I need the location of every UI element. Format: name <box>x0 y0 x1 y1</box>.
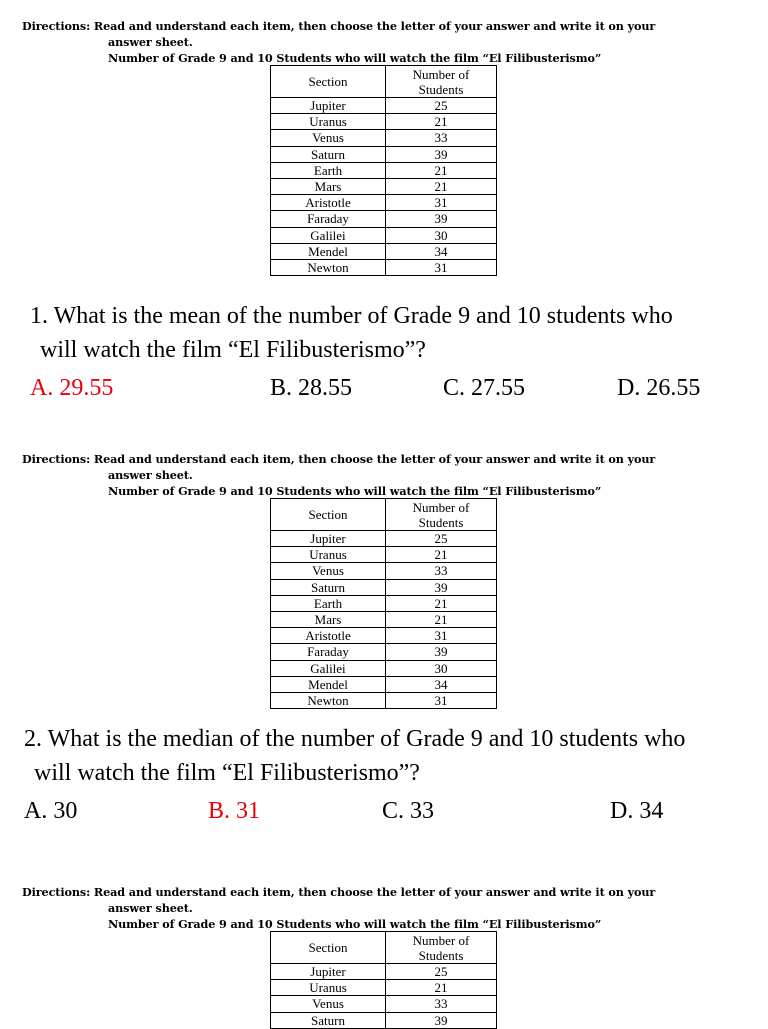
header-number-line-2: Students <box>418 81 464 97</box>
table-header-row <box>271 932 497 964</box>
cell-section: Uranus <box>271 114 386 130</box>
header-number <box>386 66 497 98</box>
directions <box>22 451 752 499</box>
directions-line-1: Directions: Read and understand each item, then choose the letter of your answer and write it on your <box>22 452 656 466</box>
question-line-1: 2. What is the median of the number of Grade 9 and 10 students who <box>24 726 686 752</box>
cell-section: Uranus <box>271 547 386 563</box>
header-section: Section <box>271 499 386 531</box>
cell-number: 31 <box>386 259 497 275</box>
question-text <box>30 299 750 367</box>
cell-section: Uranus <box>271 980 386 996</box>
choice-a[interactable]: A. 29.55 <box>30 375 114 401</box>
cell-number: 25 <box>386 98 497 114</box>
cell-section: Jupiter <box>271 98 386 114</box>
question-line-1: 1. What is the mean of the number of Grade 9 and 10 students who <box>30 303 673 329</box>
cell-section: Venus <box>271 563 386 579</box>
directions-line-1: Directions: Read and understand each item, then choose the letter of your answer and write it on your <box>22 19 656 33</box>
table-row <box>271 996 497 1012</box>
table-body <box>271 98 497 276</box>
cell-number: 30 <box>386 227 497 243</box>
table-body <box>271 964 497 1029</box>
cell-number: 21 <box>386 595 497 611</box>
cell-number: 34 <box>386 676 497 692</box>
cell-section: Aristotle <box>271 195 386 211</box>
cell-number: 21 <box>386 178 497 194</box>
table-caption: Number of Grade 9 and 10 Students who will watch the film “El Filibusterismo” <box>108 484 602 498</box>
cell-number: 31 <box>386 628 497 644</box>
table-row <box>271 579 497 595</box>
table-row <box>271 195 497 211</box>
cell-number: 25 <box>386 531 497 547</box>
cell-number: 34 <box>386 243 497 259</box>
cell-number: 21 <box>386 114 497 130</box>
table-row <box>271 595 497 611</box>
cell-number: 39 <box>386 1012 497 1028</box>
cell-section: Aristotle <box>271 628 386 644</box>
table-body <box>271 531 497 709</box>
cell-section: Faraday <box>271 211 386 227</box>
table-row <box>271 178 497 194</box>
cell-number: 39 <box>386 579 497 595</box>
choice-b[interactable]: B. 28.55 <box>270 375 353 401</box>
cell-number: 30 <box>386 660 497 676</box>
quiz-item-2 <box>0 451 768 851</box>
directions-line-2: answer sheet. <box>108 35 193 49</box>
table-row <box>271 130 497 146</box>
directions-line-2: answer sheet. <box>108 901 193 915</box>
table-row <box>271 644 497 660</box>
cell-number: 39 <box>386 644 497 660</box>
cell-section: Mendel <box>271 243 386 259</box>
header-number-line-1: Number of <box>412 66 470 82</box>
students-table <box>270 65 497 276</box>
choice-d[interactable]: D. 34 <box>610 798 664 824</box>
table-row <box>271 980 497 996</box>
table-row <box>271 611 497 627</box>
cell-section: Faraday <box>271 644 386 660</box>
quiz-item-1 <box>0 18 768 418</box>
cell-section: Venus <box>271 130 386 146</box>
table-row <box>271 162 497 178</box>
question-text <box>24 722 744 790</box>
header-number-line-2: Students <box>418 514 464 530</box>
cell-section: Saturn <box>271 1012 386 1028</box>
cell-section: Jupiter <box>271 964 386 980</box>
table-row <box>271 547 497 563</box>
answer-choices <box>0 371 768 405</box>
question-line-2: will watch the film “El Filibusterismo”? <box>34 760 420 786</box>
choice-a[interactable]: A. 30 <box>24 798 78 824</box>
quiz-item-3 <box>0 884 768 1028</box>
table-row <box>271 259 497 275</box>
directions <box>22 884 752 932</box>
cell-number: 21 <box>386 980 497 996</box>
table-row <box>271 676 497 692</box>
table-row <box>271 660 497 676</box>
table-row <box>271 146 497 162</box>
cell-section: Earth <box>271 162 386 178</box>
students-table <box>270 498 497 709</box>
cell-section: Newton <box>271 692 386 708</box>
question-line-2: will watch the film “El Filibusterismo”? <box>40 337 426 363</box>
cell-number: 31 <box>386 692 497 708</box>
cell-section: Saturn <box>271 146 386 162</box>
table-caption: Number of Grade 9 and 10 Students who will watch the film “El Filibusterismo” <box>108 917 602 931</box>
table-header-row <box>271 499 497 531</box>
answer-choices <box>0 794 768 828</box>
header-number-line-1: Number of <box>412 932 470 948</box>
directions <box>22 18 752 66</box>
header-number <box>386 499 497 531</box>
cell-number: 21 <box>386 162 497 178</box>
table-row <box>271 692 497 708</box>
table-row <box>271 531 497 547</box>
cell-number: 33 <box>386 996 497 1012</box>
cell-number: 21 <box>386 611 497 627</box>
table-row <box>271 1012 497 1028</box>
choice-b[interactable]: B. 31 <box>208 798 261 824</box>
cell-number: 31 <box>386 195 497 211</box>
cell-number: 21 <box>386 547 497 563</box>
directions-line-2: answer sheet. <box>108 468 193 482</box>
header-number-line-1: Number of <box>412 499 470 515</box>
choice-c[interactable]: C. 33 <box>382 798 435 824</box>
table-row <box>271 227 497 243</box>
cell-number: 33 <box>386 130 497 146</box>
table-row <box>271 211 497 227</box>
cell-section: Galilei <box>271 227 386 243</box>
table-row <box>271 114 497 130</box>
choice-c[interactable]: C. 27.55 <box>443 375 526 401</box>
table-row <box>271 243 497 259</box>
cell-number: 39 <box>386 146 497 162</box>
table-row <box>271 563 497 579</box>
cell-section: Mars <box>271 611 386 627</box>
cell-section: Saturn <box>271 579 386 595</box>
table-row <box>271 628 497 644</box>
cell-number: 33 <box>386 563 497 579</box>
cell-section: Newton <box>271 259 386 275</box>
cell-section: Galilei <box>271 660 386 676</box>
cell-section: Mars <box>271 178 386 194</box>
header-number-line-2: Students <box>418 947 464 963</box>
students-table <box>270 931 497 1029</box>
table-caption: Number of Grade 9 and 10 Students who will watch the film “El Filibusterismo” <box>108 51 602 65</box>
table-row <box>271 98 497 114</box>
cell-section: Mendel <box>271 676 386 692</box>
table-header-row <box>271 66 497 98</box>
header-number <box>386 932 497 964</box>
cell-section: Venus <box>271 996 386 1012</box>
cell-number: 25 <box>386 964 497 980</box>
directions-line-1: Directions: Read and understand each item, then choose the letter of your answer and write it on your <box>22 885 656 899</box>
choice-d[interactable]: D. 26.55 <box>617 375 701 401</box>
cell-section: Jupiter <box>271 531 386 547</box>
header-section: Section <box>271 66 386 98</box>
header-section: Section <box>271 932 386 964</box>
cell-section: Earth <box>271 595 386 611</box>
table-row <box>271 964 497 980</box>
cell-number: 39 <box>386 211 497 227</box>
